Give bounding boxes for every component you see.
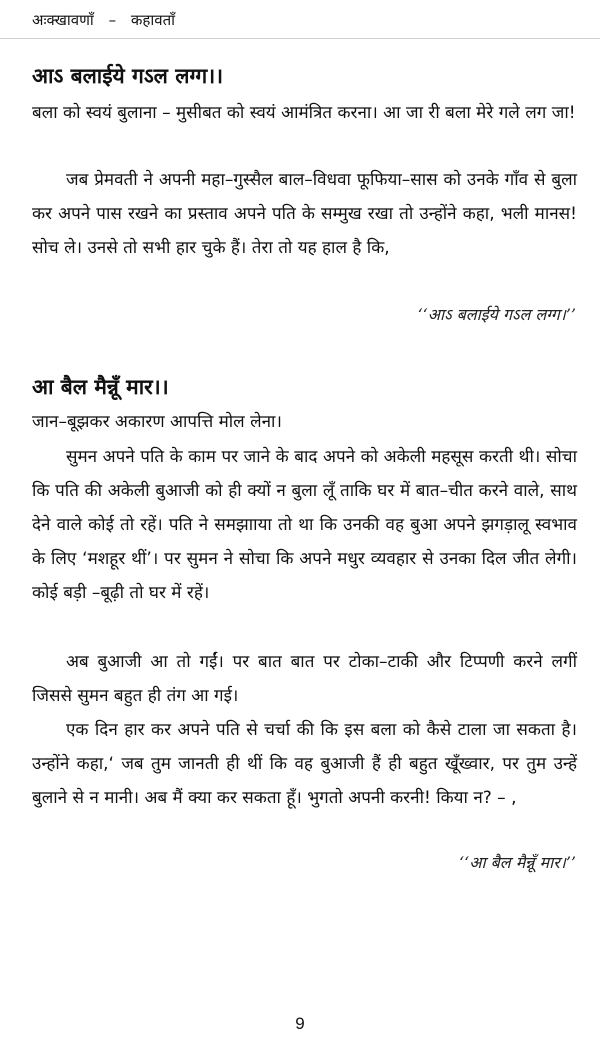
entry-2-definition: जान–बूझकर अकारण आपत्ति मोल लेना। [32,412,282,432]
entry-1-quote: ‘‘आऽ बलाईये गऽल लग्ग।’’ [417,305,576,324]
entry-2-paragraph-2: अब बुआजी आ तो गईं। पर बात बात पर टोका–टाकी और टिप्पणी करने लगीं जिससे सुमन बहुत ही तंग आ गई। [32,652,577,706]
header-section: अःक्खावणाँ [32,11,94,29]
header-subtitle: कहावताँ [130,11,176,29]
entry-2-paragraph-3: एक दिन हार कर अपने पति से चर्चा की कि इस बला को कैसे टाला जा सकता है। उन्होंने कहा,‘ जब तुम जानती ही थीं कि वह बुआजी हैं ही बहुत खूँख्वार, पर तुम उन्हें बुलाने से न मानी। अब मैं क्या कर सकता हूँ। भुगतो अपनी करनी! किया न? – , [32,720,577,808]
entry-2-quote: ‘‘आ बैल मैन्नूँ मार।’’ [459,853,576,872]
header-separator: – [108,11,117,29]
page-number: 9 [295,1014,305,1033]
entry-2-paragraph-1: सुमन अपने पति के काम पर जाने के बाद अपने को अकेली महसूस करती थी। सोचा कि पति की अकेली बुआजी को ही क्यों न बुला लूँ ताकि घर में बात–चीत करने वाले, साथ देने वाले कोई तो रहें। पति ने समझााया तो था कि उनकी वह बुआ अपने झगड़ालू स्वभाव के लिए ‘मशहूर थीं’। पर सुमन ने सोचा कि अपने मधुर व्यवहार से उनका दिल जीत लेगी। कोई बड़ी –बूढ़ी तो घर में रहें। [32,447,577,603]
entry-2-title: आ बैल मैन्नूँ मार।। [32,375,169,399]
header-rule [0,38,600,39]
entry-1-title: आऽ बलाईये गऽल लग्ग।। [32,64,224,88]
entry-1-definition: बला को स्वयं बुलाना – मुसीबत को स्वयं आमंत्रित करना। आ जा री बला मेरे गले लग जा! [32,103,576,123]
entry-1-paragraph: जब प्रेमवती ने अपनी महा–गुस्सैल बाल–विधवा फूफिया–सास को उनके गाँव से बुला कर अपने पास रखने का प्रस्ताव अपने पति के सम्मुख रखा तो उन्होंने कहा, भली मानस! सोच ले। उनसे तो सभी हार चुके हैं। तेरा तो यह हाल है कि, [32,170,577,258]
running-header [32,10,175,30]
